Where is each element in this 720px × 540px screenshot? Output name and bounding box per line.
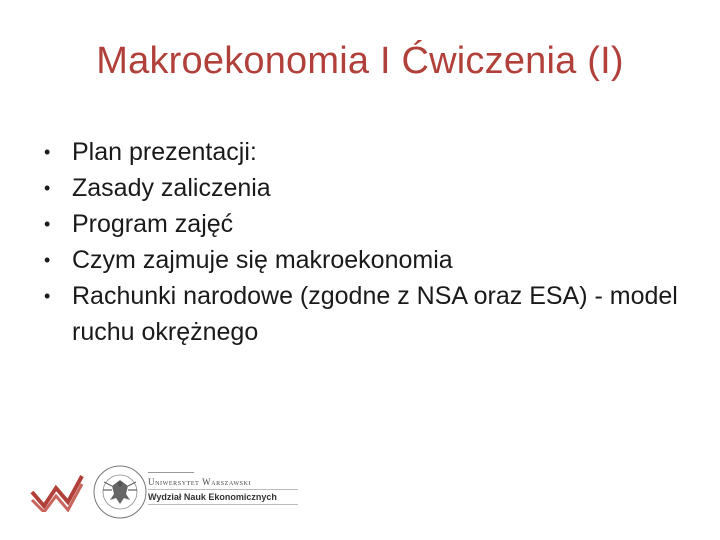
bullet-item <box>44 206 684 242</box>
bullet-text: Zasady zaliczenia <box>72 174 271 202</box>
bullet-item <box>44 134 684 170</box>
faculty-name: Wydział Nauk Ekonomicznych <box>148 492 277 502</box>
bullet-text: Rachunki narodowe (zgodne z NSA oraz ESA) - model ruchu okrężnego <box>72 282 678 346</box>
bullet-text: Program zajęć <box>72 210 234 238</box>
bullet-dot-icon: • <box>44 142 51 162</box>
divider <box>148 489 298 490</box>
bullet-text: Plan prezentacji: <box>72 138 257 166</box>
bullet-dot-icon: • <box>44 286 51 306</box>
bullet-dot-icon: • <box>44 178 51 198</box>
bullet-text: Czym zajmuje się makroekonomia <box>72 246 453 274</box>
bullet-item <box>44 170 684 206</box>
bullet-list <box>44 134 684 350</box>
bullet-item <box>44 242 684 278</box>
wne-wave-logo-icon <box>30 470 86 512</box>
bullet-dot-icon: • <box>44 250 51 270</box>
footer-logos <box>30 462 330 522</box>
bullet-item <box>44 278 684 350</box>
slide-title: Makroekonomia I Ćwiczenia (I) <box>96 40 624 82</box>
university-name: Uniwersytet Warszawski <box>148 477 252 487</box>
divider <box>148 504 298 505</box>
divider <box>148 472 194 473</box>
university-name-block <box>148 472 328 507</box>
university-seal-icon <box>92 464 148 520</box>
bullet-dot-icon: • <box>44 214 51 234</box>
